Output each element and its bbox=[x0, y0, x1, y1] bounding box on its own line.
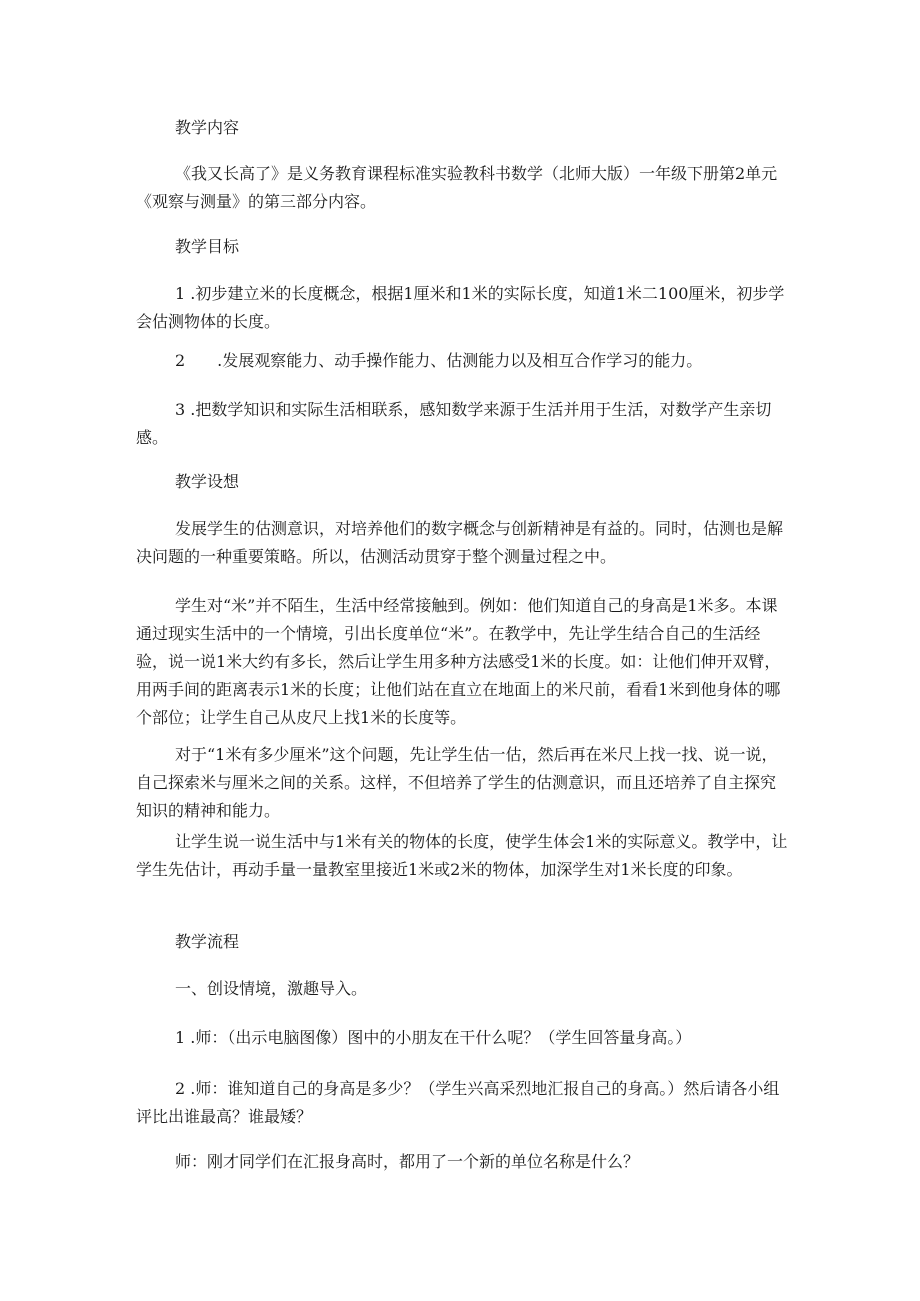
design-paragraph-3: 对于“1米有多少厘米”这个问题，先让学生估一估，然后再在米尺上找一找、说一说，自己探索米与厘米之间的关系。这样，不但培养了学生的估测意识，而且还培养了自主探究知识的精神和能力。 bbox=[136, 745, 778, 820]
goal-item-2: 2 .发展观察能力、动手操作能力、估测能力以及相互合作学习的能力。 bbox=[175, 351, 703, 370]
flow-item-2: 2 .师：谁知道自己的身高是多少？（学生兴高采烈地汇报自己的身高。）然后请各小组评比出谁最高？谁最矮？ bbox=[136, 1079, 780, 1126]
flow-item-1: 1 .师：（出示电脑图像）图中的小朋友在干什么呢？（学生回答量身高。） bbox=[175, 1028, 692, 1047]
goal-item-3: 3 .把数学知识和实际生活相联系，感知数学来源于生活并用于生活，对数学产生亲切感。 bbox=[136, 400, 772, 447]
flow-step-title: 一、创设情境，激趣导入。 bbox=[175, 979, 368, 998]
design-paragraph-4: 让学生说一说生活中与1米有关的物体的长度，使学生体会1米的实际意义。教学中，让学生先估计，再动手量一量教室里接近1米或2米的物体，加深学生对1米长度的印象。 bbox=[136, 832, 788, 879]
heading-teaching-goals: 教学目标 bbox=[175, 237, 240, 256]
flow-item-3: 师：刚才同学们在汇报身高时，都用了一个新的单位名称是什么？ bbox=[175, 1152, 640, 1171]
heading-teaching-design: 教学设想 bbox=[175, 472, 240, 491]
design-paragraph-2: 学生对“米”并不陌生，生活中经常接触到。例如：他们知道自己的身高是1米多。本课通过现实生活中的一个情境，引出长度单位“米”。在教学中，先让学生结合自己的生活经验，说一说1米大约有多长，然后让学生用多种方法感受1米的长度。如：让他们伸开双臂，用两手间的距离表示1米的长度；让他们站在直立在地面上的米尺前，看看1米到他身体的哪个部位；让学生自己从皮尺上找1米的长度等。 bbox=[136, 596, 781, 727]
heading-teaching-content: 教学内容 bbox=[175, 118, 240, 137]
goal-item-1: 1 .初步建立米的长度概念，根据1厘米和1米的实际长度，知道1米二100厘米，初步学会估测物体的长度。 bbox=[136, 284, 785, 331]
paragraph-teaching-content: 《我又长高了》是义务教育课程标准实验教科书数学（北师大版）一年级下册第2单元《观察与测量》的第三部分内容。 bbox=[136, 164, 778, 211]
design-paragraph-1: 发展学生的估测意识，对培养他们的数字概念与创新精神是有益的。同时，估测也是解决问题的一种重要策略。所以，估测活动贯穿于整个测量过程之中。 bbox=[136, 519, 784, 566]
heading-teaching-flow: 教学流程 bbox=[175, 932, 240, 951]
